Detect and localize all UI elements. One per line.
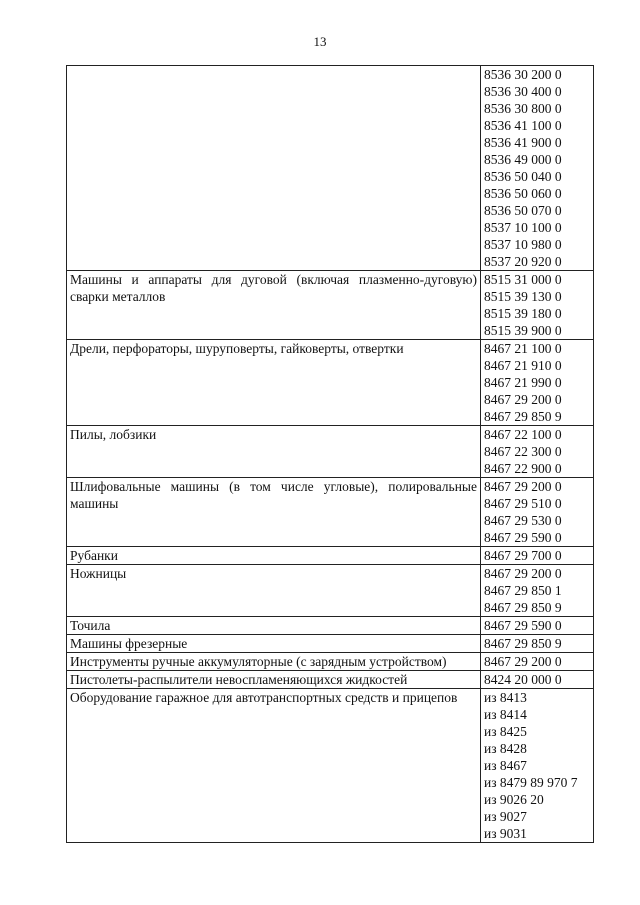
tn-ved-code: 8467 21 910 0 [484,358,562,373]
tn-ved-code: 8467 21 100 0 [484,341,562,356]
tn-ved-codes-cell [481,547,594,565]
tn-ved-code: 8515 39 900 0 [484,323,562,338]
tn-ved-code: 8467 29 200 0 [484,654,562,669]
tn-ved-code: 8467 22 100 0 [484,427,562,442]
tn-ved-codes-cell [481,671,594,689]
tn-ved-code: 8467 22 300 0 [484,444,562,459]
tn-ved-code: 8536 50 070 0 [484,203,562,218]
tn-ved-code: 8467 21 990 0 [484,375,562,390]
table-row [67,653,594,671]
tn-ved-codes-cell [481,689,594,843]
table-row [67,478,594,547]
product-name-cell: Пилы, лобзики [67,426,481,478]
tn-ved-code: из 9026 20 [484,792,544,807]
product-name-cell: Шлифовальные машины (в том числе угловые), полировальные машины [67,478,481,547]
tn-ved-code: 8536 50 060 0 [484,186,562,201]
tn-ved-code: 8467 29 200 0 [484,566,562,581]
tn-ved-codes-cell [481,66,594,271]
tn-ved-code: 8467 29 850 9 [484,409,562,424]
table-row [67,689,594,843]
tn-ved-code: 8536 30 200 0 [484,67,562,82]
tn-ved-code: 8467 22 900 0 [484,461,562,476]
tn-ved-code: из 9031 [484,826,527,841]
table-row [67,635,594,653]
table-row [67,271,594,340]
tn-ved-code: 8536 41 100 0 [484,118,562,133]
tn-ved-codes-cell [481,653,594,671]
table-row [67,426,594,478]
tn-ved-code: 8467 29 700 0 [484,548,562,563]
product-name-cell: Рубанки [67,547,481,565]
table-row [67,565,594,617]
tn-ved-code: 8515 39 180 0 [484,306,562,321]
table-body [67,66,594,843]
tn-ved-code: 8467 29 530 0 [484,513,562,528]
product-name-cell: Инструменты ручные аккумуляторные (с зарядным устройством) [67,653,481,671]
tn-ved-codes-cell [481,478,594,547]
tn-ved-code: 8537 20 920 0 [484,254,562,269]
tn-ved-codes-cell [481,426,594,478]
tn-ved-code: из 8479 89 970 7 [484,775,578,790]
tn-ved-code: 8536 30 400 0 [484,84,562,99]
tn-ved-code: 8515 31 000 0 [484,272,562,287]
tn-ved-code: из 8425 [484,724,527,739]
tn-ved-code: 8537 10 980 0 [484,237,562,252]
tn-ved-code: 8467 29 850 9 [484,636,562,651]
tn-ved-codes-cell [481,340,594,426]
product-name-cell: Машины фрезерные [67,635,481,653]
tn-ved-code: 8467 29 850 1 [484,583,562,598]
product-name-cell: Точила [67,617,481,635]
table-row [67,547,594,565]
tn-ved-code: 8537 10 100 0 [484,220,562,235]
tn-ved-code: 8536 41 900 0 [484,135,562,150]
tn-ved-codes-cell [481,565,594,617]
tn-ved-code: 8536 50 040 0 [484,169,562,184]
tn-ved-code: 8424 20 000 0 [484,672,562,687]
tn-ved-code: 8467 29 850 9 [484,600,562,615]
tn-ved-code: 8467 29 590 0 [484,530,562,545]
tn-ved-code: 8467 29 200 0 [484,392,562,407]
product-name-cell: Пистолеты-распылители невоспламеняющихся жидкостей [67,671,481,689]
tn-ved-codes-cell [481,635,594,653]
product-name-cell: Ножницы [67,565,481,617]
tn-ved-code: из 8414 [484,707,527,722]
table-row [67,340,594,426]
tn-ved-code: из 8428 [484,741,527,756]
table-row [67,671,594,689]
product-name-cell [67,66,481,271]
product-name-cell: Оборудование гаражное для автотранспортных средств и прицепов [67,689,481,843]
tn-ved-code: 8515 39 130 0 [484,289,562,304]
table-row [67,617,594,635]
product-name-cell: Машины и аппараты для дуговой (включая плазменно-дуговую) сварки металлов [67,271,481,340]
product-name-cell: Дрели, перфораторы, шуруповерты, гайковерты, отвертки [67,340,481,426]
tn-ved-codes-cell [481,617,594,635]
tn-ved-code: 8467 29 510 0 [484,496,562,511]
tn-ved-codes-cell [481,271,594,340]
tn-ved-code: из 9027 [484,809,527,824]
page-number: 13 [313,34,327,49]
tn-ved-code: 8536 30 800 0 [484,101,562,116]
table-row [67,66,594,271]
tn-ved-code: 8467 29 200 0 [484,479,562,494]
tn-ved-code: 8536 49 000 0 [484,152,562,167]
tn-ved-code: из 8467 [484,758,527,773]
tn-ved-code: из 8413 [484,690,527,705]
tn-ved-code: 8467 29 590 0 [484,618,562,633]
goods-table [66,65,594,843]
